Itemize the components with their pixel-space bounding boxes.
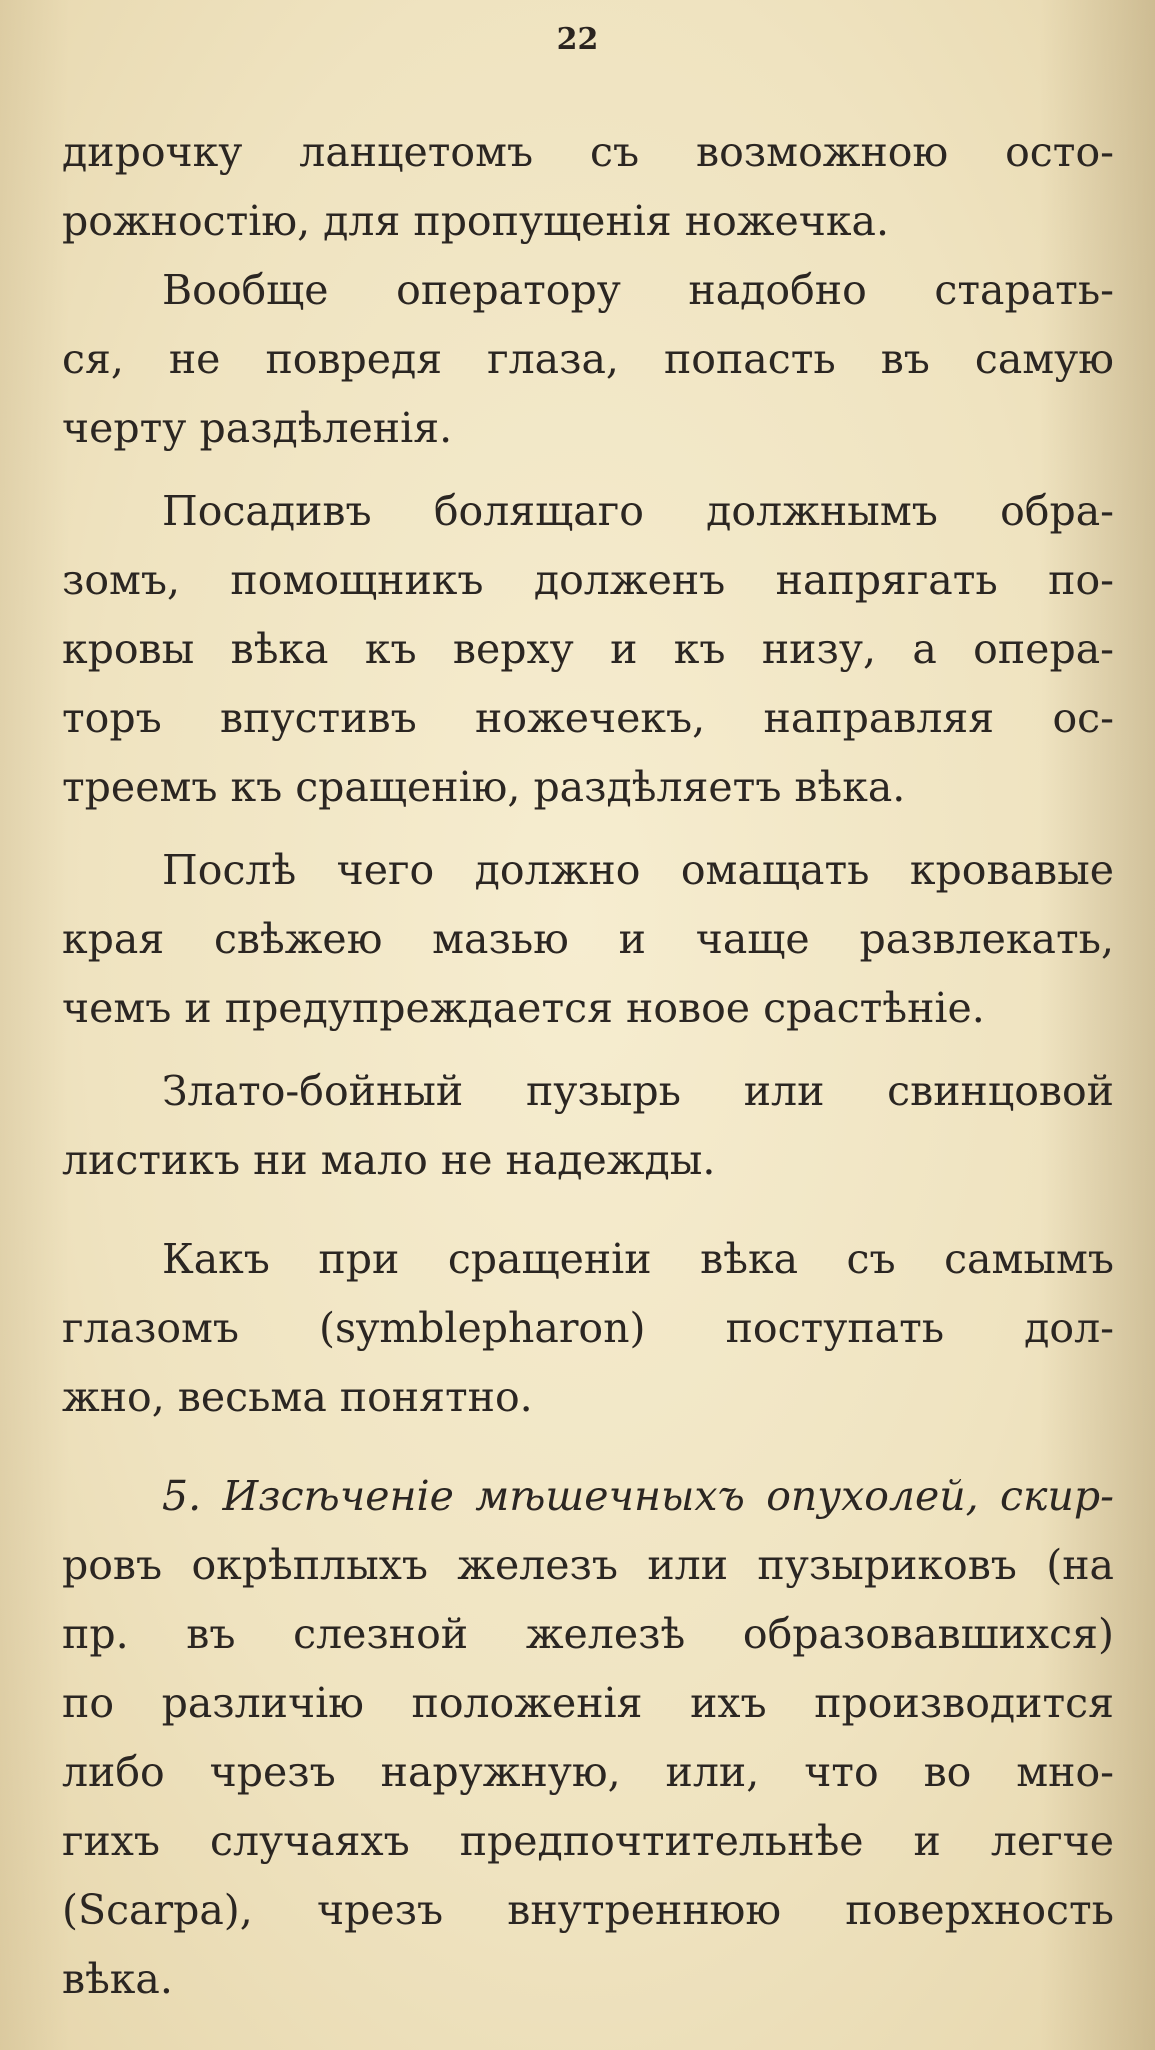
text-line: либо чрезъ наружную, или, что во мно- (62, 1748, 1114, 1796)
page-number: 22 (556, 22, 599, 57)
paragraph-gap (62, 1043, 1114, 1057)
text-line: Посадивъ болящаго должнымъ обра- (162, 487, 1114, 535)
text-line: зомъ, помощникъ долженъ напрягать по- (62, 556, 1114, 604)
paragraph-gap (62, 1432, 1114, 1462)
text-line: торъ впустивъ ножечекъ, направляя ос- (62, 694, 1114, 742)
paragraph-gap (62, 463, 1114, 477)
text-line: кровы вѣка къ верху и къ низу, а опера- (62, 625, 1114, 673)
text-line: Какъ при сращеніи вѣка съ самымъ (162, 1235, 1114, 1283)
section-heading-line: 5. Изсѣченіе мѣшечныхъ опухолей, скир- (162, 1472, 1114, 1520)
text-line: чемъ и предупреждается новое срастѣніе. (62, 984, 985, 1032)
text-line: по различію положенія ихъ производится (62, 1679, 1114, 1727)
text-line: рожностію, для пропущенія ножечка. (62, 197, 889, 245)
text-line: треемъ къ сращенію, раздѣляетъ вѣка. (62, 763, 906, 811)
text-line: дирочку ланцетомъ съ возможною осто- (62, 128, 1114, 176)
text-line: листикъ ни мало не надежды. (62, 1136, 716, 1184)
text-line: гихъ случаяхъ предпочтительнѣе и легче (62, 1817, 1114, 1865)
text-line: края свѣжею мазью и чаще развлекать, (62, 915, 1114, 963)
page-text (62, 118, 1114, 2014)
text-line: Вообще оператору надобно старать- (162, 266, 1114, 314)
text-line: (Scarpa), чрезъ внутреннюю поверхность (62, 1886, 1114, 1934)
text-line: ровъ окрѣплыхъ железъ или пузыриковъ (на (62, 1541, 1114, 1589)
text-line: глазомъ (symblepharon) поступать дол- (62, 1304, 1114, 1352)
text-line: вѣка. (62, 1955, 173, 2003)
text-line: пр. въ слезной железѣ образовавшихся) (62, 1610, 1114, 1658)
text-line: жно, весьма понятно. (62, 1373, 533, 1421)
text-line: ся, не повредя глаза, попасть въ самую (62, 335, 1114, 383)
paragraph-gap (62, 1195, 1114, 1225)
paragraph-gap (62, 822, 1114, 836)
text-line: Злато-бойный пузырь или свинцовой (162, 1067, 1114, 1115)
text-line: Послѣ чего должно омащать кровавые (162, 846, 1114, 894)
text-line: черту раздѣленія. (62, 404, 453, 452)
